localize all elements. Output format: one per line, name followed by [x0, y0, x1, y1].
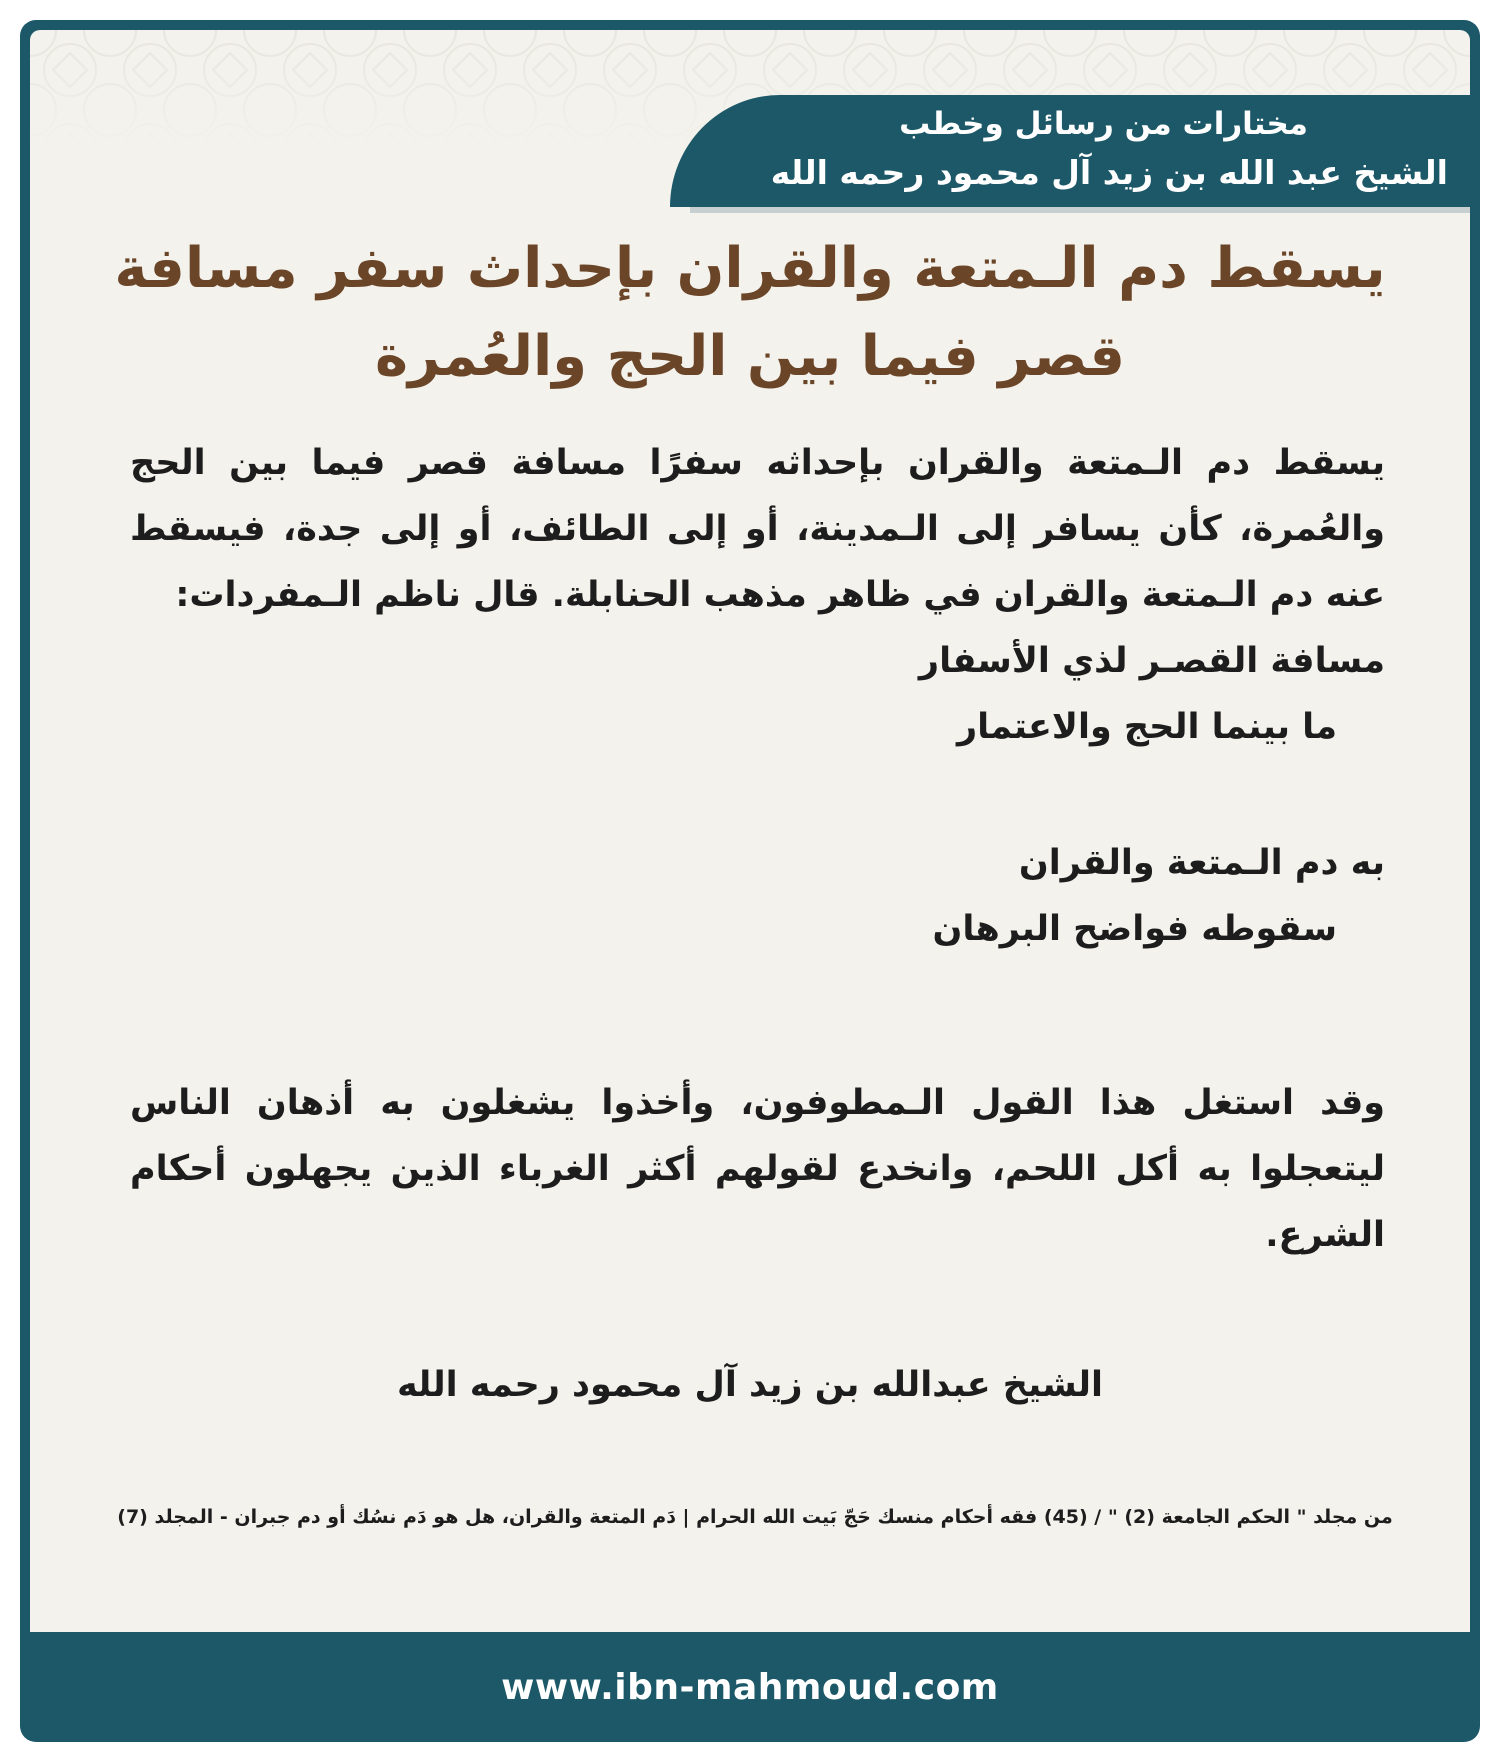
body-paragraph-1: يسقط دم الـمتعة والقران بإحداثه سفرًا مسافة قصر فيما بين الحج والعُمرة، كأن يسافر إلى الـمدينة، أو إلى الطائف، أو إلى جدة، فيسقط عنه دم الـمتعة والقران في ظاهر مذهب الحنابلة. قال ناظم الـمفردات: — [130, 443, 1385, 615]
article-title-line-1: يسقط دم الـمتعة والقران بإحداث سفر مسافة — [114, 236, 1386, 301]
page-frame — [20, 20, 1480, 1742]
website-link[interactable]: www.ibn-mahmoud.com — [501, 1666, 999, 1708]
header-ribbon-shadow — [690, 207, 1470, 213]
source-citation: من مجلد " الحكم الجامعة (2) " / (45) فقه أحكام منسك حَجّ بَيت الله الحرام | دَم المتعة والقران، هل هو دَم نسُك أو دم جبران - المجلد (7) — [117, 1506, 1393, 1528]
poem-verse-1-second-hemistich: ما بينما الحج والاعتمار — [956, 707, 1337, 747]
header-ribbon — [670, 95, 1470, 207]
content-card — [30, 30, 1470, 1632]
header-series-title: مختارات من رسائل وخطب — [899, 106, 1308, 142]
poem-verse-1-first-hemistich: مسافة القصـر لذي الأسفار — [918, 641, 1385, 681]
poem-verse-2 — [130, 830, 1385, 962]
poem-verse-1 — [130, 628, 1385, 760]
header-author-name: الشيخ عبد الله بن زيد آل محمود رحمه الله — [770, 153, 1448, 192]
article-title — [90, 225, 1410, 401]
poem-verse-2-first-hemistich: به دم الـمتعة والقران — [1018, 843, 1385, 883]
article-title-line-2: قصر فيما بين الحج والعُمرة — [374, 324, 1126, 389]
body-paragraph-2: وقد استغل هذا القول الـمطوفون، وأخذوا يشغلون به أذهان الناس ليتعجلوا به أكل اللحم، وانخدع لقولهم أكثر الغرباء الذين يجهلون أحكام الشرع. — [130, 1083, 1385, 1255]
poem-verse-2-second-hemistich: سقوطه فواضح البرهان — [932, 909, 1337, 949]
footer-bar — [20, 1632, 1480, 1742]
author-signature: الشيخ عبدالله بن زيد آل محمود رحمه الله — [396, 1365, 1104, 1405]
